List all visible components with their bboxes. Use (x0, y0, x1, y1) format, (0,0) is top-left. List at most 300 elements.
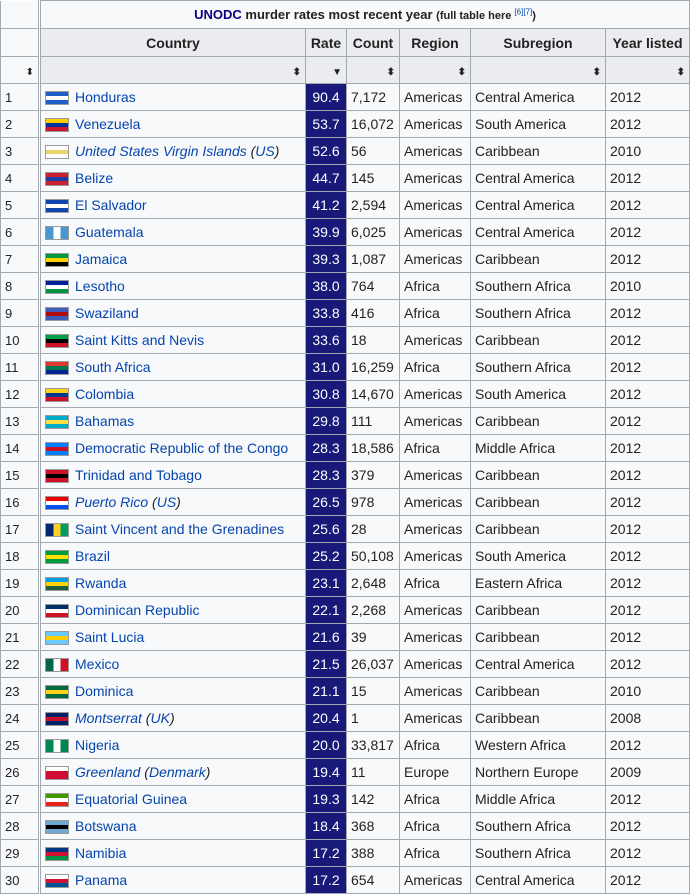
table-row (41, 705, 690, 732)
country-cell (41, 84, 306, 111)
row-number: 1 (1, 84, 39, 111)
year-cell: 2012 (606, 84, 690, 111)
rate-cell: 30.8 (306, 381, 347, 408)
table-row (41, 138, 690, 165)
region-cell: Americas (400, 651, 471, 678)
count-cell: 18,586 (347, 435, 400, 462)
region-cell: Americas (400, 462, 471, 489)
region-cell: Africa (400, 786, 471, 813)
subregion-cell: South America (471, 381, 606, 408)
flag-icon (45, 118, 69, 132)
flag-icon (45, 280, 69, 294)
rate-cell: 52.6 (306, 138, 347, 165)
table-row (41, 489, 690, 516)
subregion-cell: Caribbean (471, 246, 606, 273)
country-cell (41, 759, 306, 786)
caption-text: murder rates most recent year (245, 7, 433, 22)
country-link[interactable]: South Africa (75, 358, 151, 375)
subregion-cell: Central America (471, 867, 606, 894)
subregion-cell: Central America (471, 651, 606, 678)
row-number: 7 (1, 246, 39, 273)
table-row (41, 759, 690, 786)
flag-icon (45, 145, 69, 159)
flag-icon (45, 550, 69, 564)
table-row (41, 246, 690, 273)
row-number: 22 (1, 651, 39, 678)
year-cell: 2008 (606, 705, 690, 732)
rate-cell: 39.3 (306, 246, 347, 273)
year-cell: 2012 (606, 732, 690, 759)
country-cell (41, 138, 306, 165)
row-number: 20 (1, 597, 39, 624)
year-cell: 2012 (606, 219, 690, 246)
subregion-cell: South America (471, 543, 606, 570)
table-row (41, 840, 690, 867)
country-link[interactable]: Saint Lucia (75, 628, 145, 645)
paren-open: ( (246, 142, 256, 159)
count-cell: 16,072 (347, 111, 400, 138)
flag-icon (45, 793, 69, 807)
row-number: 29 (1, 840, 39, 867)
row-number: 17 (1, 516, 39, 543)
country-link[interactable]: Mexico (75, 655, 120, 672)
region-cell: Americas (400, 111, 471, 138)
country-cell (41, 813, 306, 840)
country-cell (41, 705, 306, 732)
table-row (41, 84, 690, 111)
count-cell: 978 (347, 489, 400, 516)
country-cell (41, 840, 306, 867)
rate-cell: 33.6 (306, 327, 347, 354)
rate-cell: 25.6 (306, 516, 347, 543)
sort-subregion-button[interactable] (471, 57, 606, 84)
subregion-cell: Caribbean (471, 597, 606, 624)
year-cell: 2012 (606, 543, 690, 570)
country-cell (41, 678, 306, 705)
sort-country-button[interactable] (41, 57, 306, 84)
country-link[interactable]: Colombia (75, 385, 135, 402)
country-link[interactable]: Trinidad and Tobago (75, 466, 202, 483)
count-cell: 111 (347, 408, 400, 435)
year-cell: 2012 (606, 192, 690, 219)
country-link[interactable]: Belize (75, 169, 114, 186)
row-number: 24 (1, 705, 39, 732)
region-cell: Africa (400, 732, 471, 759)
rate-cell: 21.5 (306, 651, 347, 678)
country-cell (41, 516, 306, 543)
count-cell: 1,087 (347, 246, 400, 273)
flag-icon (45, 388, 69, 402)
region-cell: Americas (400, 705, 471, 732)
rate-cell: 21.1 (306, 678, 347, 705)
subregion-cell: Middle Africa (471, 435, 606, 462)
table-row (41, 597, 690, 624)
row-number: 30 (1, 867, 39, 894)
flag-icon (45, 847, 69, 861)
rate-cell: 22.1 (306, 597, 347, 624)
column-header-subregion[interactable]: Subregion (471, 29, 606, 57)
rate-cell: 41.2 (306, 192, 347, 219)
table-row (41, 678, 690, 705)
rate-cell: 28.3 (306, 462, 347, 489)
region-cell: Africa (400, 435, 471, 462)
region-cell: Americas (400, 489, 471, 516)
country-link[interactable]: Panama (75, 871, 128, 888)
region-cell: Americas (400, 327, 471, 354)
paren-open: ( (140, 763, 149, 780)
flag-icon (45, 766, 69, 780)
year-cell: 2012 (606, 624, 690, 651)
murder-rate-table (40, 0, 690, 894)
table-row (41, 192, 690, 219)
country-link[interactable]: Botswana (75, 817, 137, 834)
flag-icon (45, 361, 69, 375)
country-link[interactable]: Montserrat (75, 709, 142, 726)
unodc-link[interactable]: UNODC (194, 7, 242, 22)
column-header-country[interactable]: Country (41, 29, 306, 57)
table-row (41, 732, 690, 759)
subregion-cell: Southern Africa (471, 273, 606, 300)
year-cell: 2010 (606, 138, 690, 165)
rate-cell: 21.6 (306, 624, 347, 651)
table-row (41, 651, 690, 678)
paren-close: ) (176, 493, 181, 510)
year-cell: 2012 (606, 408, 690, 435)
sort-region-button[interactable] (400, 57, 471, 84)
country-cell (41, 786, 306, 813)
flag-icon (45, 307, 69, 321)
rate-cell: 20.0 (306, 732, 347, 759)
sort-count-button[interactable] (347, 57, 400, 84)
sovereign-link[interactable]: US (156, 493, 177, 510)
country-cell (41, 327, 306, 354)
table-row (41, 813, 690, 840)
country-cell (41, 543, 306, 570)
paren-open: ( (141, 709, 151, 726)
count-cell: 2,268 (347, 597, 400, 624)
table-row (41, 570, 690, 597)
count-cell: 6,025 (347, 219, 400, 246)
year-cell: 2012 (606, 327, 690, 354)
country-link[interactable]: El Salvador (75, 196, 147, 213)
flag-icon (45, 469, 69, 483)
flag-icon (45, 226, 69, 240)
country-cell (41, 435, 306, 462)
count-cell: 33,817 (347, 732, 400, 759)
row-number: 4 (1, 165, 39, 192)
year-cell: 2012 (606, 165, 690, 192)
table-row (41, 327, 690, 354)
flag-icon (45, 442, 69, 456)
sort-icon: ⬍ (292, 67, 301, 78)
caption-note: (full table here [6][7]) (436, 7, 536, 22)
year-cell: 2012 (606, 111, 690, 138)
country-cell (41, 246, 306, 273)
subregion-cell: Caribbean (471, 462, 606, 489)
year-cell: 2012 (606, 300, 690, 327)
region-cell: Americas (400, 867, 471, 894)
flag-icon (45, 820, 69, 834)
country-cell (41, 300, 306, 327)
row-number: 19 (1, 570, 39, 597)
country-cell (41, 273, 306, 300)
sovereign-link[interactable]: US (255, 142, 275, 159)
table-caption (41, 1, 690, 29)
year-cell: 2012 (606, 489, 690, 516)
subregion-cell: Southern Africa (471, 354, 606, 381)
subregion-cell: Central America (471, 192, 606, 219)
region-cell: Africa (400, 813, 471, 840)
country-cell (41, 867, 306, 894)
count-cell: 142 (347, 786, 400, 813)
country-link[interactable]: Bahamas (75, 412, 135, 429)
year-cell: 2012 (606, 570, 690, 597)
sort-year-button[interactable] (606, 57, 690, 84)
country-link[interactable]: Swaziland (75, 304, 139, 321)
count-cell: 11 (347, 759, 400, 786)
subregion-cell: Central America (471, 84, 606, 111)
count-cell: 145 (347, 165, 400, 192)
year-cell: 2012 (606, 381, 690, 408)
region-cell: Africa (400, 354, 471, 381)
region-cell: Africa (400, 273, 471, 300)
rate-cell: 33.8 (306, 300, 347, 327)
sort-descending-icon: ▼ (332, 67, 342, 78)
table-row (41, 516, 690, 543)
subregion-cell: Central America (471, 165, 606, 192)
country-link[interactable]: Lesotho (75, 277, 125, 294)
region-cell: Americas (400, 246, 471, 273)
flag-icon (45, 685, 69, 699)
index-header-spacer[interactable] (1, 57, 39, 84)
country-link[interactable]: Dominican Republic (75, 601, 200, 618)
flag-icon (45, 523, 69, 537)
region-cell: Americas (400, 408, 471, 435)
year-cell: 2012 (606, 840, 690, 867)
country-link[interactable]: Dominica (75, 682, 134, 699)
year-cell: 2012 (606, 786, 690, 813)
sovereign-link[interactable]: UK (150, 709, 170, 726)
flag-icon (45, 712, 69, 726)
rate-cell: 38.0 (306, 273, 347, 300)
row-number: 27 (1, 786, 39, 813)
subregion-cell: South America (471, 111, 606, 138)
flag-icon (45, 415, 69, 429)
sovereign-link[interactable]: Denmark (148, 763, 206, 780)
subregion-cell: Eastern Africa (471, 570, 606, 597)
country-cell (41, 408, 306, 435)
rate-cell: 17.2 (306, 867, 347, 894)
rate-cell: 53.7 (306, 111, 347, 138)
country-link[interactable]: Honduras (75, 88, 136, 105)
count-cell: 368 (347, 813, 400, 840)
country-link[interactable]: Jamaica (75, 250, 128, 267)
row-number: 16 (1, 489, 39, 516)
rate-cell: 17.2 (306, 840, 347, 867)
column-header-region[interactable]: Region (400, 29, 471, 57)
table-row (41, 381, 690, 408)
subregion-cell: Southern Africa (471, 813, 606, 840)
subregion-cell: Middle Africa (471, 786, 606, 813)
region-cell: Americas (400, 219, 471, 246)
flag-icon (45, 91, 69, 105)
region-cell: Africa (400, 570, 471, 597)
table-row (41, 111, 690, 138)
row-number: 2 (1, 111, 39, 138)
subregion-cell: Caribbean (471, 624, 606, 651)
count-cell: 654 (347, 867, 400, 894)
index-header-spacer (1, 1, 39, 29)
rate-cell: 20.4 (306, 705, 347, 732)
country-cell (41, 192, 306, 219)
region-cell: Americas (400, 624, 471, 651)
subregion-cell: Northern Europe (471, 759, 606, 786)
paren-close: ) (169, 709, 175, 726)
sort-icon: ⬍ (676, 67, 685, 78)
sort-icon: ⬍ (592, 67, 601, 78)
year-cell: 2012 (606, 813, 690, 840)
region-cell: Americas (400, 597, 471, 624)
subregion-cell: Caribbean (471, 516, 606, 543)
count-cell: 26,037 (347, 651, 400, 678)
region-cell: Americas (400, 678, 471, 705)
sort-icon: ⬍ (457, 67, 466, 78)
sort-icon: ⬍ (386, 67, 395, 78)
country-link[interactable]: Greenland (75, 763, 141, 780)
rate-cell: 26.5 (306, 489, 347, 516)
row-number: 25 (1, 732, 39, 759)
column-header-count[interactable]: Count (347, 29, 400, 57)
subregion-cell: Caribbean (471, 138, 606, 165)
row-number: 13 (1, 408, 39, 435)
rate-cell: 44.7 (306, 165, 347, 192)
table-row (41, 867, 690, 894)
table-row (41, 543, 690, 570)
row-index-column (0, 0, 39, 894)
table-row (41, 273, 690, 300)
year-cell: 2012 (606, 246, 690, 273)
flag-icon (45, 604, 69, 618)
flag-icon (45, 172, 69, 186)
count-cell: 39 (347, 624, 400, 651)
column-header-year-listed[interactable]: Year listed (606, 29, 690, 57)
country-link[interactable]: Venezuela (75, 115, 141, 132)
count-cell: 28 (347, 516, 400, 543)
flag-icon (45, 577, 69, 591)
country-cell (41, 732, 306, 759)
country-link[interactable]: Namibia (75, 844, 127, 861)
count-cell: 764 (347, 273, 400, 300)
subregion-cell: Southern Africa (471, 840, 606, 867)
count-cell: 15 (347, 678, 400, 705)
row-number: 28 (1, 813, 39, 840)
region-cell: Africa (400, 300, 471, 327)
rate-cell: 19.4 (306, 759, 347, 786)
count-cell: 2,648 (347, 570, 400, 597)
country-link[interactable]: Democratic Republic of the Congo (75, 439, 289, 456)
rate-cell: 23.1 (306, 570, 347, 597)
country-link[interactable]: Rwanda (75, 574, 127, 591)
table-row (41, 624, 690, 651)
rate-cell: 28.3 (306, 435, 347, 462)
flag-icon (45, 739, 69, 753)
row-number: 26 (1, 759, 39, 786)
flag-icon (45, 253, 69, 267)
flag-icon (45, 658, 69, 672)
year-cell: 2012 (606, 354, 690, 381)
country-link[interactable]: Nigeria (75, 736, 120, 753)
count-cell: 416 (347, 300, 400, 327)
count-cell: 1 (347, 705, 400, 732)
paren-close: ) (274, 142, 280, 159)
count-cell: 16,259 (347, 354, 400, 381)
region-cell: Americas (400, 165, 471, 192)
row-number: 8 (1, 273, 39, 300)
country-cell (41, 165, 306, 192)
country-link[interactable]: Brazil (75, 547, 111, 564)
row-number: 23 (1, 678, 39, 705)
year-cell: 2012 (606, 462, 690, 489)
reference-links[interactable]: [6][7] (514, 7, 533, 17)
column-header-rate[interactable]: Rate (306, 29, 347, 57)
rate-cell: 31.0 (306, 354, 347, 381)
region-cell: Europe (400, 759, 471, 786)
count-cell: 50,108 (347, 543, 400, 570)
count-cell: 18 (347, 327, 400, 354)
country-link[interactable]: Guatemala (75, 223, 144, 240)
region-cell: Americas (400, 84, 471, 111)
country-cell (41, 624, 306, 651)
year-cell: 2010 (606, 678, 690, 705)
rate-cell: 18.4 (306, 813, 347, 840)
row-number: 12 (1, 381, 39, 408)
country-cell (41, 597, 306, 624)
subregion-cell: Central America (471, 219, 606, 246)
subregion-cell: Caribbean (471, 327, 606, 354)
region-cell: Americas (400, 543, 471, 570)
rate-cell: 39.9 (306, 219, 347, 246)
row-number: 15 (1, 462, 39, 489)
year-cell: 2012 (606, 516, 690, 543)
rate-cell: 29.8 (306, 408, 347, 435)
count-cell: 379 (347, 462, 400, 489)
year-cell: 2009 (606, 759, 690, 786)
row-number: 21 (1, 624, 39, 651)
country-link[interactable]: Puerto Rico (75, 493, 149, 510)
count-cell: 56 (347, 138, 400, 165)
subregion-cell: Western Africa (471, 732, 606, 759)
table-row (41, 354, 690, 381)
country-link[interactable]: Saint Vincent and the Grenadines (75, 520, 285, 537)
country-link[interactable]: United States Virgin Islands (75, 142, 247, 159)
region-cell: Americas (400, 516, 471, 543)
count-cell: 2,594 (347, 192, 400, 219)
country-cell (41, 570, 306, 597)
paren-close: ) (205, 763, 211, 780)
country-link[interactable]: Saint Kitts and Nevis (75, 331, 205, 348)
table-row (41, 462, 690, 489)
rate-cell: 90.4 (306, 84, 347, 111)
region-cell: Americas (400, 381, 471, 408)
table-row (41, 408, 690, 435)
count-cell: 7,172 (347, 84, 400, 111)
paren-open: ( (148, 493, 157, 510)
sort-rate-button[interactable] (306, 57, 347, 84)
table-row (41, 219, 690, 246)
country-link[interactable]: Equatorial Guinea (75, 790, 188, 807)
flag-icon (45, 334, 69, 348)
flag-icon (45, 496, 69, 510)
